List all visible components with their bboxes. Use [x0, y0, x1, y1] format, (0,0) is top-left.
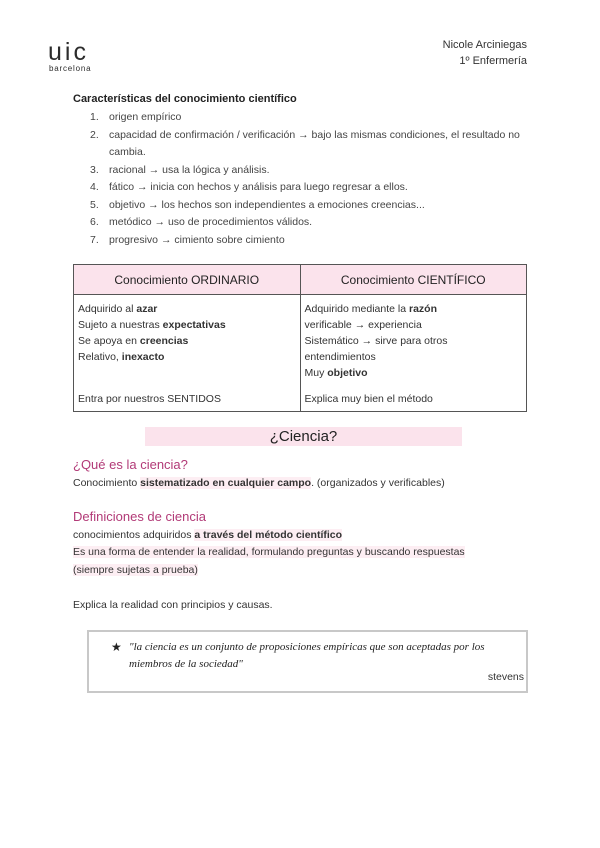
text: conocimientos adquiridos — [73, 529, 195, 541]
definitions-heading: Definiciones de ciencia — [73, 509, 206, 524]
list-number: 7. — [90, 233, 99, 246]
bold-text: expectativas — [162, 319, 226, 331]
ordinary-cell — [74, 295, 301, 412]
text: Adquirido al — [78, 303, 137, 315]
list-item — [90, 214, 520, 232]
bold-text: razón — [408, 303, 437, 315]
characteristics-title: Características del conocimiento científico — [73, 93, 297, 105]
list-text: progresivo → cimiento sobre cimiento — [109, 233, 285, 246]
what-is-heading: ¿Qué es la ciencia? — [73, 457, 188, 472]
list-item — [90, 232, 520, 250]
text: Adquirido mediante la — [304, 303, 409, 315]
star-icon: ★ — [111, 640, 122, 654]
highlight-text: (siempre sujetas a prueba) — [73, 564, 198, 576]
bold-text: creencias — [139, 335, 189, 347]
list-number: 6. — [90, 216, 99, 228]
text: Conocimiento — [73, 477, 141, 489]
list-number: 5. — [90, 198, 99, 211]
ordinary-header: Conocimiento ORDINARIO — [74, 265, 301, 295]
definitions-line-2 — [73, 543, 533, 561]
author-block — [443, 37, 527, 69]
ordinary-line — [78, 301, 296, 317]
spacer — [78, 365, 296, 391]
uic-logo: uic — [48, 38, 89, 66]
quote-text: "la ciencia es un conjunto de proposiciones empíricas que son aceptadas por los miembros de la sociedad" — [129, 641, 485, 670]
logo-subtitle: barcelona — [49, 64, 92, 73]
list-item — [90, 197, 520, 215]
text: Se apoya en — [78, 335, 140, 347]
scientific-line — [305, 301, 523, 317]
list-number: 4. — [90, 181, 99, 193]
characteristics-list — [90, 109, 520, 249]
comparison-table — [73, 264, 527, 412]
text: Sujeto a nuestras — [78, 319, 163, 331]
list-text: origen empírico — [109, 111, 182, 123]
list-item — [90, 109, 520, 127]
list-number: 3. — [90, 163, 99, 176]
list-text: metódico → uso de procedimientos válidos. — [109, 216, 313, 228]
list-text: racional → usa la lógica y análisis. — [109, 163, 270, 176]
highlight-text: Es una forma de entender la realidad, formulando preguntas y buscando respuestas — [73, 546, 465, 558]
scientific-line: verificable → experiencia — [304, 319, 422, 331]
bold-text: inexacto — [121, 351, 165, 363]
text: . (organizados y verificables) — [311, 477, 445, 489]
scientific-header: Conocimiento CIENTÍFICO — [300, 265, 527, 295]
highlight-text: sistematizado en cualquier campo — [140, 477, 312, 489]
definitions-line-4: Explica la realidad con principios y causas. — [73, 599, 273, 611]
list-item — [90, 179, 520, 197]
quote-box — [87, 630, 528, 693]
bold-text: objetivo — [327, 367, 368, 379]
highlight-text: a través del método científico — [194, 529, 343, 541]
ordinary-line — [78, 333, 296, 349]
ciencia-banner: ¿Ciencia? — [145, 427, 462, 446]
what-is-text — [73, 474, 533, 492]
list-number: 2. — [90, 128, 99, 141]
list-item — [90, 127, 520, 162]
list-number: 1. — [90, 111, 99, 123]
author-name: Nicole Arciniegas — [442, 39, 527, 51]
author-course: 1º Enfermería — [459, 55, 527, 67]
quote-author: stevens — [487, 671, 524, 683]
bold-text: azar — [136, 303, 158, 315]
definitions-line-3 — [73, 561, 533, 579]
list-text: objetivo → los hechos son independientes a emociones creencias... — [109, 198, 425, 211]
list-item — [90, 162, 520, 180]
ordinary-line — [78, 349, 296, 365]
list-text: capacidad de confirmación / verificación → bajo las mismas condiciones, el resultado no cambia. — [109, 128, 520, 158]
list-text: fático → inicia con hechos y análisis para luego regresar a ellos. — [109, 181, 408, 193]
spacer — [305, 381, 523, 391]
scientific-line: Sistemático → sirve para otros entendimientos — [304, 335, 448, 363]
definitions-line-1 — [73, 526, 533, 544]
scientific-cell — [300, 295, 527, 412]
scientific-line — [305, 365, 523, 381]
ordinary-footer: Entra por nuestros SENTIDOS — [78, 393, 221, 405]
text: Relativo, — [78, 351, 122, 363]
text: Muy — [304, 367, 328, 379]
ordinary-line — [78, 317, 296, 333]
scientific-footer: Explica muy bien el método — [304, 393, 433, 405]
